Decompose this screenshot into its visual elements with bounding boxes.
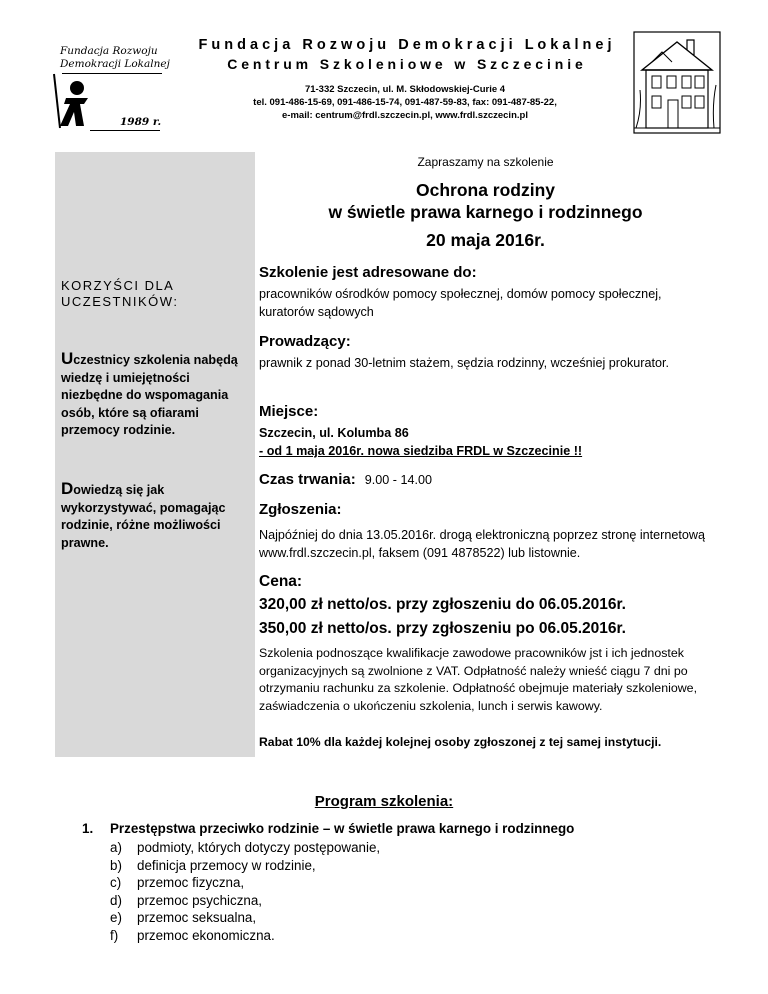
audience-text: pracowników ośrodków pomocy społecznej, domów pomocy społecznej, kuratorów sądowych xyxy=(259,287,662,319)
list-item xyxy=(110,909,380,927)
sidebar xyxy=(55,152,255,757)
logo-block xyxy=(50,40,175,132)
registration-text: Najpóźniej do dnia 13.05.2016r. drogą elektroniczną poprzez stronę internetową www.frdl.szczecin.pl, faksem (091 4878522) lub listownie. xyxy=(259,528,705,560)
program-item-1 xyxy=(82,820,574,838)
price-heading: Cena: xyxy=(259,573,303,590)
list-item-letter: e) xyxy=(110,910,122,925)
list-item xyxy=(110,892,380,910)
address: 71-332 Szczecin, ul. M. Skłodowskiej-Curie 4 xyxy=(304,84,506,95)
program-subitems xyxy=(110,839,380,944)
list-item xyxy=(110,874,380,892)
list-item-text: przemoc seksualna, xyxy=(137,910,257,925)
org-title: F u n d a c j a R o z w o j u D e m o k r a c j i L o k a l n e j xyxy=(198,37,612,53)
benefit-1-cap: U xyxy=(61,349,74,368)
program-item-1-title: Przestępstwa przeciwko rodzinie – w świetle prawa karnego i rodzinnego xyxy=(110,821,575,836)
invite: Zapraszamy na szkolenie xyxy=(417,155,554,169)
duration-heading: Czas trwania: xyxy=(259,471,356,488)
foundation-name-line1: Fundacja Rozwoju xyxy=(60,45,158,57)
list-item-letter: b) xyxy=(110,857,122,873)
title-line1: Ochrona rodziny xyxy=(415,180,556,200)
list-item-text: podmioty, których dotyczy postępowanie, xyxy=(137,840,381,855)
trainer-text: prawnik z ponad 30-letnim stażem, sędzia rodzinny, wcześniej prokurator. xyxy=(259,356,669,370)
list-item-letter: c) xyxy=(110,875,122,890)
list-item-text: przemoc fizyczna, xyxy=(137,875,245,890)
center-title: C e n t r u m S z k o l e n i o w e w S z c z e c i n i e xyxy=(227,56,583,72)
program-heading: Program szkolenia: xyxy=(314,793,454,810)
price-line2: 350,00 zł netto/os. przy zgłoszeniu po 06.05.2016r. xyxy=(259,620,626,637)
price-note: Szkolenia podnoszące kwalifikacje zawodowe pracowników jst i ich jednostek organizacyjnych są zwolnione z VAT. Odpłatność należy wnieść ciągu 7 dni po otrzymaniu rachunku za szkolenie. Odpłatność obejmuje materiały szkoleniowe, zaświadczenia o ukończeniu szkolenia, lunch i serwis kawowy. xyxy=(259,646,698,713)
benefits-heading-line1: KORZYŚCI DLA xyxy=(61,278,175,293)
duration xyxy=(259,469,432,489)
list-item-text: definicja przemocy w rodzinie, xyxy=(137,857,316,873)
benefits-heading-line2: UCZESTNIKÓW: xyxy=(61,294,179,309)
benefits-heading xyxy=(61,278,178,310)
list-item-letter: d) xyxy=(110,892,122,908)
title-line2: w świetle prawa karnego i rodzinnego xyxy=(328,202,643,222)
program-item-1-num: 1. xyxy=(82,821,94,836)
audience-heading: Szkolenie jest adresowane do: xyxy=(259,264,477,281)
list-item-text: przemoc ekonomiczna. xyxy=(137,927,275,943)
list-item xyxy=(110,839,380,857)
price-line1: 320,00 zł netto/os. przy zgłoszeniu do 06.05.2016r. xyxy=(259,596,626,613)
logo-bottom-line xyxy=(90,130,160,131)
building-image xyxy=(632,30,722,135)
date: 20 maja 2016r. xyxy=(426,230,545,250)
place-heading: Miejsce: xyxy=(259,403,319,420)
list-item-letter: a) xyxy=(110,840,122,855)
foundation-name-line2: Demokracji Lokalnej xyxy=(60,58,170,70)
trainer-heading: Prowadzący: xyxy=(259,333,351,350)
benefit-1-first: czestnicy szkolenia nabędą xyxy=(73,353,238,367)
benefit-2-rest: wykorzystywać, pomagając rodzinie, różne możliwości prawne. xyxy=(61,500,226,550)
benefit-2 xyxy=(61,480,251,552)
registration-heading: Zgłoszenia: xyxy=(259,501,342,518)
duration-value: 9.00 - 14.00 xyxy=(364,473,433,487)
benefit-1-rest: wiedzę i umiejętności niezbędne do wspomagania osób, które są ofiarami przemocy rodzinie. xyxy=(61,370,229,437)
phones: tel. 091-486-15-69, 091-486-15-74, 091-487-59-83, fax: 091-487-85-22, xyxy=(253,97,557,108)
list-item-letter: f) xyxy=(110,927,119,943)
place-line2: - od 1 maja 2016r. nowa siedziba FRDL w Szczecinie !! xyxy=(259,444,583,458)
benefit-2-first: owiedzą się jak xyxy=(73,483,165,497)
list-item xyxy=(110,857,380,875)
benefit-1 xyxy=(61,350,251,440)
list-item-text: przemoc psychiczna, xyxy=(137,892,263,908)
place-line1: Szczecin, ul. Kolumba 86 xyxy=(259,426,409,440)
founded-year: 1989 r. xyxy=(120,116,162,128)
benefit-2-cap: D xyxy=(61,479,74,498)
list-item xyxy=(110,927,380,945)
discount: Rabat 10% dla każdej kolejnej osoby zgłoszonej z tej samej instytucji. xyxy=(259,735,662,749)
logo-figure-icon xyxy=(50,70,100,132)
contact: e-mail: centrum@frdl.szczecin.pl, www.frdl.szczecin.pl xyxy=(282,110,528,121)
